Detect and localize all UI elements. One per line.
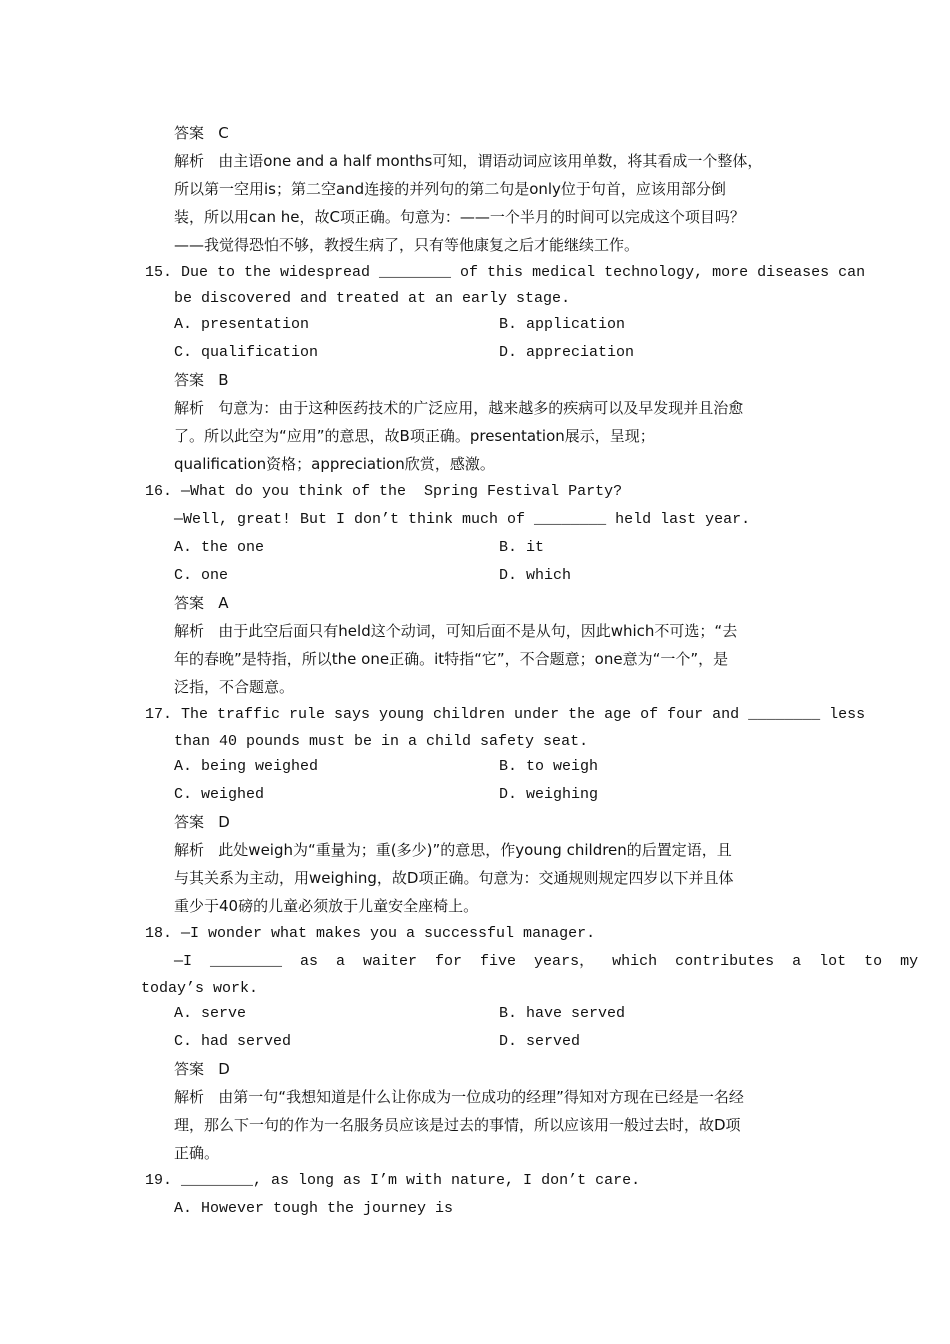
q16-option-a: A. the one: [174, 539, 265, 556]
q19-option-a: A. However tough the journey is: [174, 1200, 454, 1217]
q18-option-b: B. have served: [499, 1005, 626, 1022]
q18-stem-line-1: 18. —I wonder what makes you a successful manager.: [145, 925, 596, 942]
q17-option-a: A. being weighed: [174, 758, 319, 775]
q14-explanation-line-3: 装，所以用can he，故C项正确。句意为：——一个半月的时间可以完成这个项目吗？: [174, 208, 745, 226]
q17-explanation-line-3: 重少于40磅的儿童必须放于儿童安全座椅上。: [174, 897, 479, 915]
q15-option-a: A. presentation: [174, 316, 310, 333]
q19-stem-line-1: 19. ________, as long as I’m with nature, I don’t care.: [145, 1172, 641, 1189]
q18-option-c: C. had served: [174, 1033, 292, 1050]
q18-option-d: D. served: [499, 1033, 581, 1050]
q15-stem-line-2: be discovered and treated at an early stage.: [174, 290, 571, 307]
q16-option-c: C. one: [174, 567, 229, 584]
q16-stem-line-2: —Well, great! But I don’t think much of ________ held last year.: [174, 511, 751, 528]
q14-explanation-line-1: 解析 由主语one and a half months可知，谓语动词应该用单数，将其看成一个整体，: [174, 152, 763, 170]
q15-explanation-line-3: qualification资格；appreciation欣赏，感激。: [174, 455, 495, 473]
q16-option-b: B. it: [499, 539, 545, 556]
q18-option-a: A. serve: [174, 1005, 247, 1022]
q18-stem-line-2: —I ________ as a waiter for five years， which contributes a lot to my: [174, 953, 919, 970]
q14-explanation-line-4: ——我觉得恐怕不够，教授生病了，只有等他康复之后才能继续工作。: [174, 236, 640, 254]
q18-explanation-line-1: 解析 由第一句“我想知道是什么让你成为一位成功的经理”得知对方现在已经是一名经: [174, 1088, 744, 1106]
q17-option-b: B. to weigh: [499, 758, 599, 775]
q18-explanation-line-2: 理，那么下一句的作为一名服务员应该是过去的事情，所以应该用一般过去时，故D项: [174, 1116, 741, 1134]
q17-option-d: D. weighing: [499, 786, 599, 803]
q17-explanation-line-2: 与其关系为主动，用weighing，故D项正确。句意为：交通规则规定四岁以下并且体: [174, 869, 734, 887]
q16-answer: 答案 A: [174, 594, 229, 612]
q17-explanation-line-1: 解析 此处weigh为“重量为；重(多少)”的意思，作young children的后置定语，且: [174, 841, 732, 859]
q17-stem-line-1: 17. The traffic rule says young children under the age of four and ________ less: [145, 706, 866, 723]
q17-answer: 答案 D: [174, 813, 230, 831]
q18-explanation-line-3: 正确。: [174, 1144, 220, 1162]
q16-option-d: D. which: [499, 567, 572, 584]
q15-explanation-line-1: 解析 句意为：由于这种医药技术的广泛应用，越来越多的疾病可以及早发现并且治愈: [174, 399, 744, 417]
q15-answer: 答案 B: [174, 371, 229, 389]
q17-stem-line-2: than 40 pounds must be in a child safety seat.: [174, 733, 589, 750]
q16-explanation-line-3: 泛指，不合题意。: [174, 678, 295, 696]
q15-option-c: C. qualification: [174, 344, 319, 361]
q15-option-d: D. appreciation: [499, 344, 635, 361]
q16-stem-line-1: 16. —What do you think of the Spring Festival Party?: [145, 483, 623, 500]
q16-explanation-line-2: 年的春晚”是特指，所以the one正确。it特指“它”，不合题意；one意为“一个”，是: [174, 650, 729, 668]
q15-option-b: B. application: [499, 316, 626, 333]
q18-stem-line-3: today’s work.: [141, 980, 259, 997]
q14-explanation-line-2: 所以第一空用is；第二空and连接的并列句的第二句是only位于句首，应该用部分倒: [174, 180, 726, 198]
q15-stem-line-1: 15. Due to the widespread ________ of this medical technology, more diseases can: [145, 264, 866, 281]
q18-answer: 答案 D: [174, 1060, 230, 1078]
q14-answer: 答案 C: [174, 124, 229, 142]
q17-option-c: C. weighed: [174, 786, 265, 803]
q15-explanation-line-2: 了。所以此空为“应用”的意思，故B项正确。presentation展示，呈现；: [174, 427, 655, 445]
q16-explanation-line-1: 解析 由于此空后面只有held这个动词，可知后面不是从句，因此which不可选；“去: [174, 622, 738, 640]
